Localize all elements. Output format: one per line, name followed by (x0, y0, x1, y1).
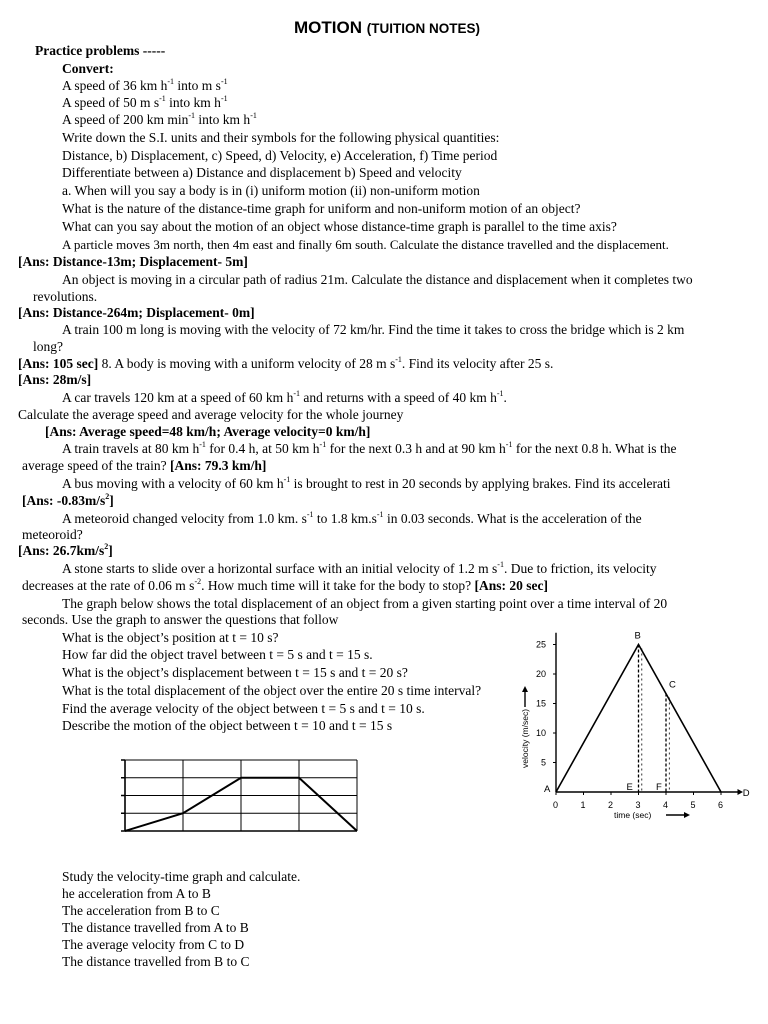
question-train-bridge-cont: long? (33, 339, 63, 354)
question-stone: A stone starts to slide over a horizontal surface with an initial velocity of 1.2 m $s^{-1}$. Due to friction, its velocity (62, 559, 657, 576)
y-tick-label: 10 (535, 728, 546, 738)
question-circular-path-cont: revolutions. (33, 289, 98, 304)
x-tick-label: 0 (553, 800, 559, 810)
question-si-units: Write down the S.I. units and their symbols for the following physical quantities: (62, 130, 500, 145)
point-label-d: D (742, 788, 750, 799)
question-convert-2: A speed of 50 m $s^{-1}$ into km $h^{-1}$ (62, 93, 228, 110)
y-tick-label: 25 (535, 639, 546, 650)
graph-question-1: What is the object’s position at t = 10 s? (62, 630, 279, 645)
answer-particle: [Ans: Distance-13m; Displacement- 5m] (18, 254, 248, 269)
question-train-speeds: A train travels at 80 km $h^{-1}$ for 0.4 h, at 50 km $h^{-1}$ for the next 0.3 h and at 90 km $h^{-1}$ for the next 0.8 h. What is the (62, 439, 677, 456)
question-displacement-graph: The graph below shows the total displacement of an object from a given starting point over a time interval of 20 (62, 596, 668, 611)
graph-question-2: How far did the object travel between t = 5 s and t = 15 s. (62, 647, 373, 662)
question-bus: A bus moving with a velocity of 60 km $h^{-1}$ is brought to rest in 20 seconds by applying brakes. Find its accelerati (62, 474, 671, 491)
vt-axes (553, 630, 743, 795)
vt-question-4: The average velocity from C to D (62, 937, 245, 952)
vt-question-5: The distance travelled from B to C (62, 954, 250, 969)
graph-question-4: What is the total displacement of the object over the entire 20 s time interval? (62, 683, 482, 698)
answer-bus: [Ans: $-0.83m/s^2$] (22, 491, 114, 508)
x-tick-label: 6 (718, 800, 724, 810)
graph-question-5: Find the average velocity of the object between t = 5 s and t = 10 s. (62, 701, 425, 716)
question-convert-1: A speed of 36 km $h^{-1}$ into m $s^{-1}$ (62, 76, 228, 93)
x-tick-label: 3 (635, 800, 641, 810)
convert-label: Convert: (62, 61, 114, 76)
question-uniform-motion: a. When will you say a body is in (i) uniform motion (ii) non-uniform motion (62, 183, 480, 198)
point-label-b: B (634, 630, 641, 642)
vt-question-2: The acceleration from B to C (62, 903, 220, 918)
answer-car: [Ans: Average speed=48 km/h; Average velocity=0 km/h] (45, 424, 371, 439)
point-label-f: F (656, 782, 662, 793)
section-heading: Practice problems ----- (35, 43, 166, 58)
y-label-arrowhead (522, 686, 528, 692)
question-si-units-list: Distance, b) Displacement, c) Speed, d) Velocity, e) Acceleration, f) Time period (62, 148, 498, 163)
question-particle: A particle moves 3m north, then 4m east and finally 6m south. Calculate the distance travelled and the displacement. (62, 237, 669, 252)
question-meteoroid: A meteoroid changed velocity from 1.0 km. $s^{-1}$ to 1.8 $km.s^{-1}$ in 0.03 seconds. What is the acceleration of the (62, 509, 642, 526)
question-differentiate: Differentiate between a) Distance and displacement b) Speed and velocity (62, 165, 462, 180)
vt-y-axis-label: velocity (m/sec) (520, 708, 530, 768)
answer-uniform-velocity: [Ans: 28m/s] (18, 372, 92, 387)
question-uniform-velocity: [Ans: 105 sec] 8. A body is moving with a uniform velocity of 28 m $s^{-1}$. Find its velocity after 25 s. (18, 354, 554, 371)
vt-x-axis-label: time (sec) (614, 810, 652, 820)
point-label-c: C (669, 679, 676, 691)
answer-meteoroid: [Ans: $26.7km/s^2$] (18, 541, 113, 558)
point-label-e: E (626, 782, 633, 793)
vt-question-intro: Study the velocity-time graph and calculate. (62, 869, 301, 884)
vt-question-3: The distance travelled from A to B (62, 920, 249, 935)
vt-question-1: he acceleration from A to B (62, 886, 211, 901)
y-tick-label: 5 (540, 757, 546, 768)
question-distance-time-nature: What is the nature of the distance-time graph for uniform and non-uniform motion of an object? (62, 201, 581, 216)
question-car-cont: Calculate the average speed and average velocity for the whole journey (18, 407, 404, 422)
question-stone-cont: decreases at the rate of 0.06 m $s^{-2}$. How much time will it take for the body to stop? [Ans: 20 sec] (22, 576, 548, 593)
graph-question-3: What is the object’s displacement between t = 15 s and t = 20 s? (62, 665, 408, 680)
answer-circular-path: [Ans: Distance-264m; Displacement- 0m] (18, 305, 255, 320)
page-title: MOTION (TUITION NOTES) (294, 18, 480, 37)
x-tick-label: 1 (580, 800, 586, 810)
question-circular-path: An object is moving in a circular path of radius 21m. Calculate the distance and displacement when it completes two (62, 272, 693, 287)
x-tick-label: 4 (663, 800, 669, 810)
x-label-arrowhead (684, 812, 690, 818)
question-train-bridge: A train 100 m long is moving with the velocity of 72 km/hr. Find the time it takes to cross the bridge which is 2 km (62, 322, 685, 337)
graph-question-6: Describe the motion of the object between t = 10 and t = 15 s (62, 718, 393, 733)
x-tick-label: 5 (690, 800, 696, 810)
question-parallel-graph: What can you say about the motion of an object whose distance-time graph is parallel to the time axis? (62, 219, 617, 234)
y-tick-label: 15 (535, 698, 546, 709)
question-displacement-graph-cont: seconds. Use the graph to answer the questions that follow (22, 612, 339, 627)
x-tick-label: 2 (608, 800, 614, 810)
question-meteoroid-cont: meteoroid? (22, 527, 83, 542)
y-tick-label: 20 (535, 669, 546, 679)
question-convert-3: A speed of 200 km $\min^{-1}$ into km $h^{-1}$ (62, 110, 257, 127)
question-car: A car travels 120 km at a speed of 60 km $h^{-1}$ and returns with a speed of 40 km $h^{-1}$. (62, 388, 507, 405)
point-label-a: A (544, 784, 551, 795)
question-train-speeds-cont: average speed of the train? [Ans: 79.3 km/h] (22, 458, 267, 473)
